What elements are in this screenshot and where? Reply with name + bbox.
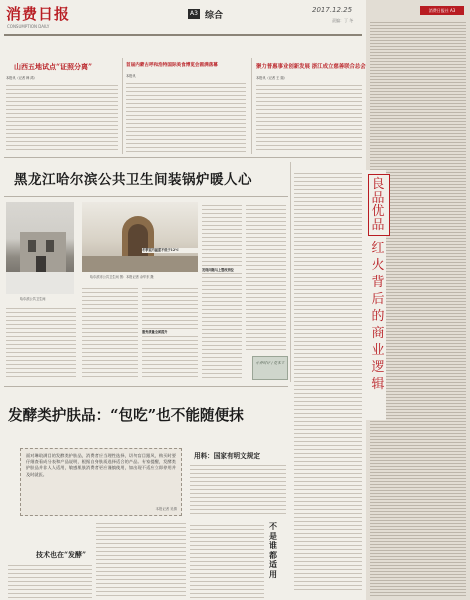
building-window xyxy=(46,240,54,252)
masthead-name: 消费日报 xyxy=(6,5,71,23)
feature-subhead: 冬季室内温度不低于12℃ xyxy=(142,248,198,253)
top-article-3 xyxy=(256,62,366,154)
essay-title-rest: 红火背后的商业逻辑 xyxy=(371,241,385,392)
top-article-1 xyxy=(6,62,118,154)
essay-title-top: 良品优品 xyxy=(371,177,385,233)
feature-body-col1 xyxy=(6,305,76,379)
feature-body-col4 xyxy=(202,202,242,379)
photo-caption: 哈尔滨市公共卫生间 图：本报记者 余华东 摄 xyxy=(90,275,154,279)
feature-subhead: 服务质量全面提升 xyxy=(142,330,198,335)
snow-ground xyxy=(6,272,74,294)
article-byline: 本报讯（记者 韩 鸿） xyxy=(6,76,37,80)
feature-headline: 黑龙江哈尔滨公共卫生间装锅炉暖人心 xyxy=(14,172,252,188)
section-name: 综合 xyxy=(205,11,224,21)
stamp-text: 小乔时评 / 党本立 xyxy=(255,361,285,365)
bottom-headline: 发酵类护肤品：“包吃”也不能随便抹 xyxy=(8,407,244,424)
lede-credit: 本报记者 吴倩 xyxy=(155,507,177,511)
lede-text: 面对琳琅满目的发酵类护肤品，消费者应当理性选择，切勿盲目跟风，购买时要仔细查看成分表和产品说明，根据自身肤质选择适合的产品。专家提醒，发酵类护肤品并非人人适用，敏感肌肤消费者更应谨慎使用，如出现不适应立即停用并及时就医。 xyxy=(26,453,176,477)
feature-subhead: 发现问题马上整改到位 xyxy=(202,268,242,273)
article-title: 聚力普惠事业创新发展 浙江成立慈善联合总会 xyxy=(256,64,366,70)
top-article-2 xyxy=(126,62,248,154)
column-divider xyxy=(251,58,252,154)
masthead-pinyin: CONSUMPTION DAILY xyxy=(7,24,50,29)
feature-body-col2 xyxy=(82,285,138,379)
lede-box xyxy=(20,448,182,516)
issue-date: 2017.12.25 xyxy=(312,6,353,14)
sidebar-label: 消费日报社 A3 xyxy=(420,6,464,15)
section-rule xyxy=(4,157,362,158)
floor xyxy=(82,256,198,272)
column-stamp xyxy=(252,356,288,380)
bottom-body-left xyxy=(8,562,92,598)
headline-rule xyxy=(4,196,288,197)
bottom-subhead-mid: 用料：国家有明文规定 xyxy=(194,452,260,460)
bottom-body-mid2 xyxy=(190,522,264,598)
article-title: 首届内蒙古呼和浩特国际美食博览会圆满落幕 xyxy=(126,63,218,68)
bottom-body-left2 xyxy=(96,520,186,598)
building-window xyxy=(28,240,36,252)
masthead-rule xyxy=(4,34,362,36)
building-door xyxy=(36,256,46,272)
bottom-vertical-head: 不是谁都适用 xyxy=(269,521,277,579)
feature-body-col5 xyxy=(246,202,286,352)
article-body xyxy=(6,82,118,152)
essay-body xyxy=(294,170,362,590)
essay-divider xyxy=(290,162,291,382)
photo-caption: 哈尔滨公共卫生间 xyxy=(20,297,46,301)
article-body xyxy=(126,80,246,152)
article-title: 山西五地试点“证照分离” xyxy=(14,62,93,71)
bottom-rule xyxy=(4,386,288,387)
bottom-body-mid xyxy=(190,462,286,514)
feature-photo-building xyxy=(6,202,74,294)
column-divider xyxy=(122,58,123,154)
article-byline: 本报讯 xyxy=(126,74,136,78)
page-editor: 责编：丁 冬 xyxy=(332,18,354,23)
feature-photo-hall xyxy=(82,202,198,272)
article-byline: 本报讯（记者 王 瑞） xyxy=(256,76,287,80)
article-body xyxy=(256,82,362,152)
bottom-subhead-left: 技术也在“发酵” xyxy=(36,550,87,559)
page-tag: A3 xyxy=(188,9,200,19)
